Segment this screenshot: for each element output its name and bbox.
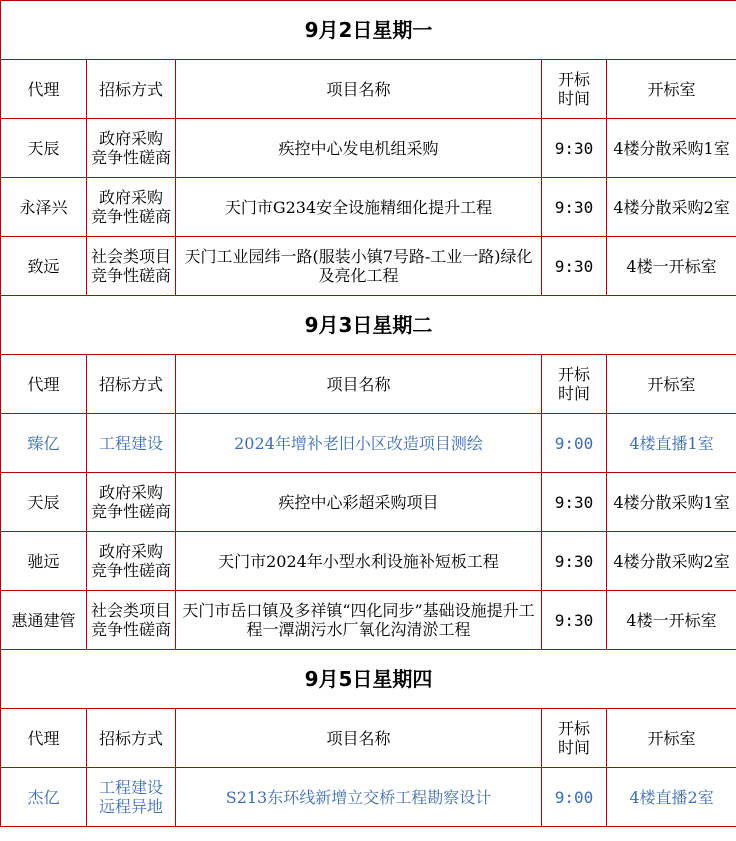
method-cell — [87, 178, 176, 237]
method-line1: 政府采购 — [98, 483, 163, 502]
time-cell: 9:30 — [542, 178, 607, 237]
table-row — [1, 591, 736, 650]
method-cell — [87, 532, 176, 591]
method-line1: 社会类项目 — [90, 601, 171, 620]
agent-cell: 杰亿 — [1, 768, 87, 827]
day-title-row — [1, 1, 736, 60]
header-time — [542, 355, 607, 414]
method-line2: 竞争性磋商 — [90, 561, 171, 580]
method-cell — [87, 591, 176, 650]
header-room: 开标室 — [607, 709, 736, 768]
method-line2: 竞争性磋商 — [90, 207, 171, 226]
time-cell: 9:30 — [542, 119, 607, 178]
time-cell: 9:30 — [542, 237, 607, 296]
method-line2: 竞争性磋商 — [90, 266, 171, 285]
header-project: 项目名称 — [176, 60, 542, 119]
time-cell: 9:30 — [542, 591, 607, 650]
project-cell: S213东环线新增立交桥工程勘察设计 — [176, 768, 542, 827]
method-line1: 政府采购 — [98, 129, 163, 148]
method-cell — [87, 473, 176, 532]
agent-cell: 永泽兴 — [1, 178, 87, 237]
method-line1: 政府采购 — [98, 188, 163, 207]
day-title: 9月2日星期一 — [1, 1, 736, 60]
header-time-line1: 开标 — [557, 719, 590, 738]
time-cell: 9:30 — [542, 473, 607, 532]
agent-cell: 惠通建管 — [1, 591, 87, 650]
table-row — [1, 414, 736, 473]
header-method: 招标方式 — [87, 709, 176, 768]
agent-cell: 致远 — [1, 237, 87, 296]
table-row — [1, 768, 736, 827]
method-cell — [87, 237, 176, 296]
agent-cell: 天辰 — [1, 119, 87, 178]
agent-cell: 驰远 — [1, 532, 87, 591]
table-row — [1, 178, 736, 237]
room-cell: 4楼一开标室 — [607, 237, 736, 296]
project-cell: 天门市2024年小型水利设施补短板工程 — [176, 532, 542, 591]
project-cell: 天门工业园纬一路(服装小镇7号路-工业一路)绿化及亮化工程 — [176, 237, 542, 296]
column-header-row — [1, 60, 736, 119]
header-agent: 代理 — [1, 355, 87, 414]
method-line1: 政府采购 — [98, 542, 163, 561]
column-header-row — [1, 355, 736, 414]
table-row — [1, 532, 736, 591]
room-cell: 4楼直播2室 — [607, 768, 736, 827]
time-cell: 9:30 — [542, 532, 607, 591]
time-cell: 9:00 — [542, 414, 607, 473]
method-line2: 竞争性磋商 — [90, 620, 171, 639]
time-cell: 9:00 — [542, 768, 607, 827]
header-agent: 代理 — [1, 709, 87, 768]
header-project: 项目名称 — [176, 355, 542, 414]
room-cell: 4楼分散采购2室 — [607, 178, 736, 237]
header-agent: 代理 — [1, 60, 87, 119]
header-time — [542, 60, 607, 119]
header-time-line2: 时间 — [557, 738, 590, 757]
day-title-row — [1, 650, 736, 709]
method-line2: 竞争性磋商 — [90, 148, 171, 167]
room-cell: 4楼一开标室 — [607, 591, 736, 650]
method-line2: 远程异地 — [98, 797, 163, 816]
header-time-line2: 时间 — [557, 89, 590, 108]
method-cell — [87, 414, 176, 473]
room-cell: 4楼分散采购2室 — [607, 532, 736, 591]
header-method: 招标方式 — [87, 355, 176, 414]
day-title: 9月3日星期二 — [1, 296, 736, 355]
header-time-line1: 开标 — [557, 70, 590, 89]
project-cell: 疾控中心彩超采购项目 — [176, 473, 542, 532]
room-cell: 4楼分散采购1室 — [607, 119, 736, 178]
method-cell — [87, 768, 176, 827]
header-room: 开标室 — [607, 60, 736, 119]
header-time-line2: 时间 — [557, 384, 590, 403]
table-row — [1, 237, 736, 296]
agent-cell: 天辰 — [1, 473, 87, 532]
header-room: 开标室 — [607, 355, 736, 414]
method-line1: 工程建设 — [98, 778, 163, 797]
header-time — [542, 709, 607, 768]
method-line2: 竞争性磋商 — [90, 502, 171, 521]
day-title-row — [1, 296, 736, 355]
room-cell: 4楼直播1室 — [607, 414, 736, 473]
project-cell: 疾控中心发电机组采购 — [176, 119, 542, 178]
method-line1: 社会类项目 — [90, 247, 171, 266]
project-cell: 天门市G234安全设施精细化提升工程 — [176, 178, 542, 237]
schedule-body — [1, 1, 736, 827]
method-line1: 工程建设 — [98, 433, 163, 453]
header-method: 招标方式 — [87, 60, 176, 119]
project-cell: 天门市岳口镇及多祥镇“四化同步”基础设施提升工程一潭湖污水厂氧化沟清淤工程 — [176, 591, 542, 650]
room-cell: 4楼分散采购1室 — [607, 473, 736, 532]
table-row — [1, 119, 736, 178]
day-title: 9月5日星期四 — [1, 650, 736, 709]
table-row — [1, 473, 736, 532]
header-time-line1: 开标 — [557, 365, 590, 384]
header-project: 项目名称 — [176, 709, 542, 768]
method-cell — [87, 119, 176, 178]
agent-cell: 臻亿 — [1, 414, 87, 473]
project-cell: 2024年增补老旧小区改造项目测绘 — [176, 414, 542, 473]
column-header-row — [1, 709, 736, 768]
